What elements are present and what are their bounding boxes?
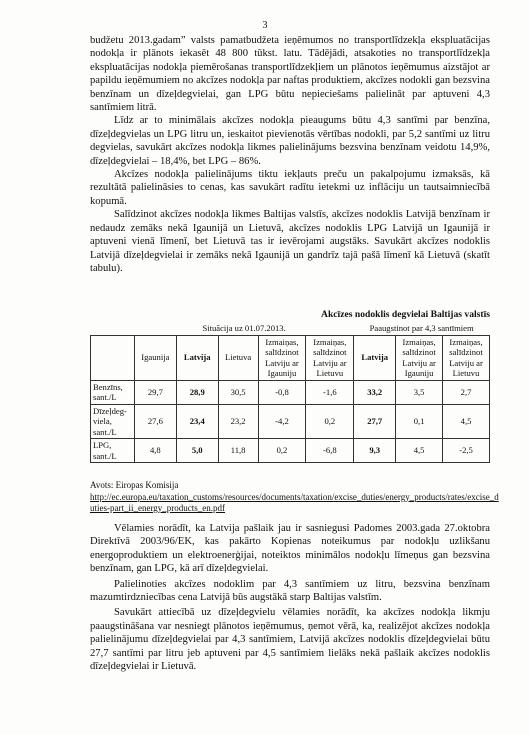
- table-cell: -4,2: [258, 404, 306, 439]
- source-label: Avots: Eiropas Komisija: [90, 480, 179, 490]
- group-header-increase: Paaugstinot par 4,3 santīmiem: [354, 322, 490, 335]
- table-cell: 27,6: [134, 404, 176, 439]
- column-header: Latvija: [354, 335, 396, 380]
- table-cell: 23,4: [176, 404, 218, 439]
- table-cell: 3,5: [396, 380, 443, 404]
- table-cell: 4,8: [134, 439, 176, 463]
- column-header: Izmaiņas, salīdzinot Latviju ar Lietuvu: [443, 335, 490, 380]
- paragraph: Palielinoties akcīzes nodoklim par 4,3 santīmiem uz litru, bezsvina benzīnam mazumtirdzniecības cena Latvijā būs augstākā starp Baltijas valstīm.: [90, 578, 490, 604]
- table-cell: 29,7: [134, 380, 176, 404]
- row-label: Benzīns, sant./L: [91, 380, 135, 404]
- paragraph: Salīdzinot akcīzes nodokļa likmes Baltijas valstīs, akcīzes nodoklis Latvijā benzīnam ir nedaudz zemāks nekā Igaunijā un Lietuvā, akcīzes nodoklis LPG Latvijā un Igaunijā ir aptuveni vienā līmenī, bet Lietuvā tas ir ievērojami augstāks. Savukārt akcīzes nodoklis Latvijā dīzeļdegvielai ir zemāks nekā Igaunijā un gandrīz tajā pašā līmenī kā Lietuvā (skatīt tabulu).: [90, 209, 490, 274]
- paragraph: Vēlamies norādīt, ka Latvija pašlaik jau ir sasniegusi Padomes 2003.gada 27.oktobra Direktīvā 2003/96/EK, kas pakārto Kopienas noteikumus par nodokļu uzlikšanu energoproduktiem un elektroenerģijai, noteiktos minimālos nodokļu līmeņus gan bezsvina benzīnam, gan LPG, kā arī dīzeļdegvielai.: [90, 523, 490, 575]
- body-text-bottom: [90, 522, 490, 673]
- table-cell: 9,3: [354, 439, 396, 463]
- paragraph: Savukārt attiecībā uz dīzeļdegvielu vēlamies norādīt, ka akcīzes nodokļa likmju paaugstināšana var nesniegt plānotos ieņēmumus, ņemot vērā, ka, realizējot akcīzes nodokļa palielinājumu dīzeļdegvielai par 4,3 santīmiem, Latvijā akcīzes nodoklis dīzeļdegvielai būtu 27,7 santīmi par litru jeb aptuveni par 4,5 santīmiem lielāks nekā pašlaik akcīzes nodoklis dīzeļdegvielai ir Lietuvā.: [90, 607, 490, 673]
- table-cell: -2,5: [443, 439, 490, 463]
- table-cell: 4,5: [443, 404, 490, 439]
- column-header: Latvija: [176, 335, 218, 380]
- row-label: Dīzeļdeg-viela, sant./L: [91, 404, 135, 439]
- source-link[interactable]: http://ec.europa.eu/taxation_customs/resources/documents/taxation/excise_duties/energy_products/rates/excise_duties-part_ii_energy_products_en.pdf: [90, 491, 499, 514]
- table-cell: 0,2: [306, 404, 354, 439]
- body-text-top: [90, 34, 490, 275]
- table-cell: 5,0: [176, 439, 218, 463]
- table-caption: Akcīzes nodoklis degvielai Baltijas valstīs: [321, 309, 490, 320]
- paragraph: budžetu 2013.gadam” valsts pamatbudžeta ieņēmumos no transportlīdzekļa ekspluatācijas nodokļa ir plānots iekasēt 48 800 tūkst. latu. Tādējādi, atsakoties no transportlīdzekļa ekspluatācijas nodokļa piemērošanas transportlīdzekļiem un plānotos ieņēmumus aizstājot ar papildu ieņēmumiem no akcīzes nodokļa par naftas produktiem, akcīzes nodokli gan bezsvina benzīnam un dīzeļdegvielai, gan LPG būtu nepieciešams palielināt par aptuveni 4,3 santīmiem litrā.: [90, 35, 490, 114]
- table-cell: -0,8: [258, 380, 306, 404]
- column-header: Igaunija: [134, 335, 176, 380]
- table-cell: 30,5: [218, 380, 258, 404]
- table-cell: 0,2: [258, 439, 306, 463]
- column-header: Izmaiņas, salīdzinot Latviju ar Igauniju: [396, 335, 443, 380]
- table-cell: 0,1: [396, 404, 443, 439]
- group-header-current: Situācija uz 01.07.2013.: [134, 322, 353, 335]
- table-cell: -1,6: [306, 380, 354, 404]
- table-row: [91, 380, 490, 404]
- column-header: Izmaiņas, salīdzinot Latviju ar Lietuvu: [306, 335, 354, 380]
- table-header-row: [91, 335, 490, 380]
- row-label: LPG, sant./L: [91, 439, 135, 463]
- table-cell: -6,8: [306, 439, 354, 463]
- table-cell: 33,2: [354, 380, 396, 404]
- table-cell: 11,8: [218, 439, 258, 463]
- table-source: [90, 480, 500, 515]
- table-group-row: [91, 322, 490, 335]
- table-cell: 4,5: [396, 439, 443, 463]
- paragraph: Līdz ar to minimālais akcīzes nodokļa pieaugums būtu 4,3 santīmi par benzīna, dīzeļdegvielas un LPG litru un, ieskaitot pievienotās vērtības nodokli, par 5,2 santīmi uz litru degvielas, savukārt akcīzes nodokļa likmes palielinājums bezsvina benzīnam veidotu 14,9%, dīzeļdegvielai – 18,4%, bet LPG – 86%.: [90, 115, 490, 167]
- column-header: Izmaiņas, salīdzinot Latviju ar Igauniju: [258, 335, 306, 380]
- table-cell: 2,7: [443, 380, 490, 404]
- column-header: Lietuva: [218, 335, 258, 380]
- excise-tax-table: [90, 322, 490, 463]
- page-number: 3: [262, 20, 268, 31]
- table-row: [91, 404, 490, 439]
- table-cell: 28,9: [176, 380, 218, 404]
- table-cell: 27,7: [354, 404, 396, 439]
- table-row: [91, 439, 490, 463]
- table-cell: 23,2: [218, 404, 258, 439]
- paragraph: Akcīzes nodokļa palielinājums tiktu iekļauts preču un pakalpojumu izmaksās, kā rezultātā palielināsies to cenas, kas savukārt radītu ietekmi uz inflāciju un tautsaimniecībā kopumā.: [90, 169, 490, 207]
